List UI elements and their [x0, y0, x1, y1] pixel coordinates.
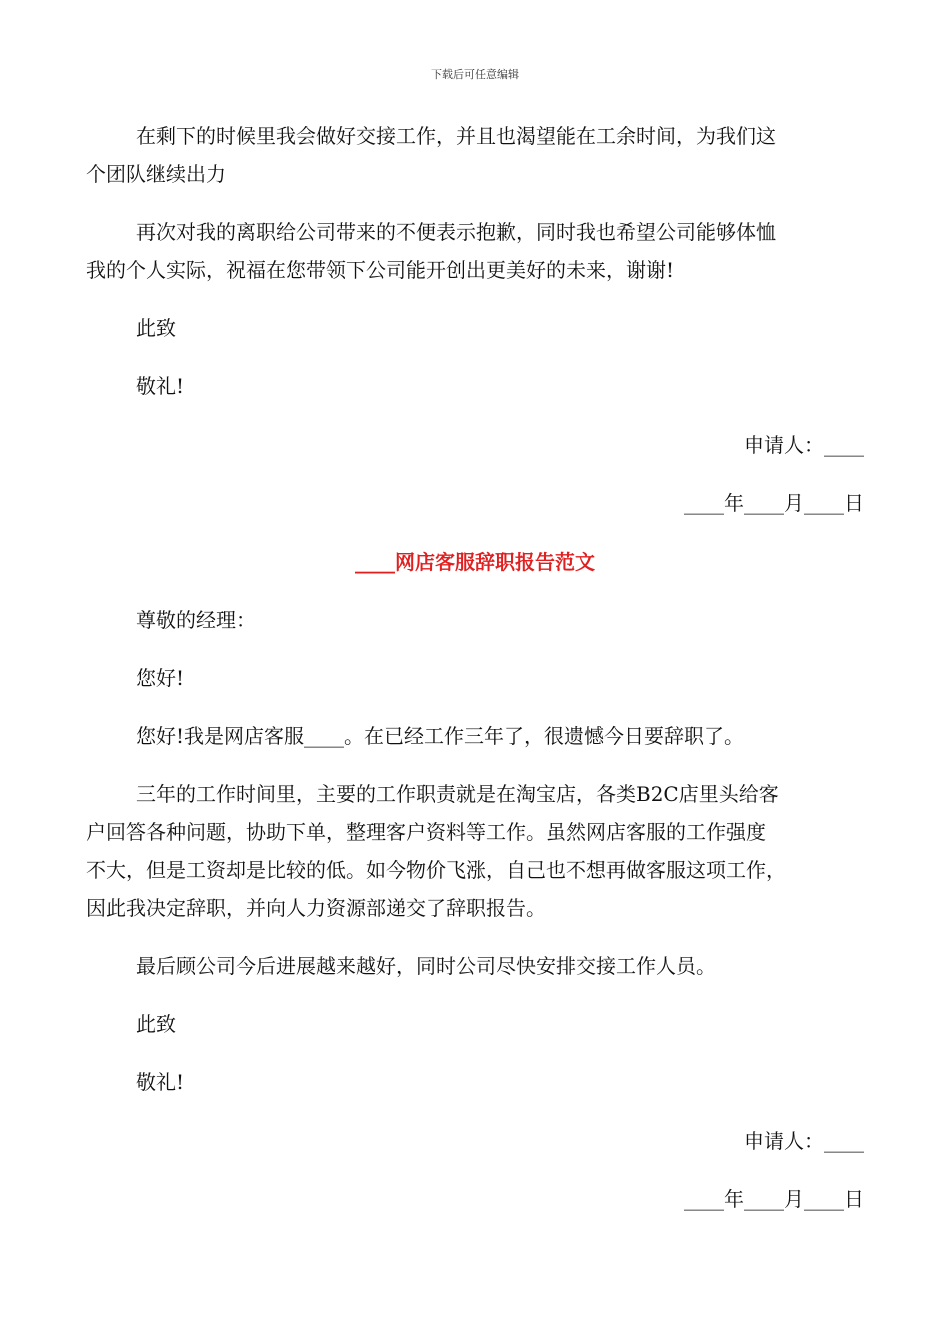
- paragraph-line: 最后顾公司今后进展越来越好，同时公司尽快安排交接工作人员。: [136, 954, 716, 978]
- closing-line: 此致: [136, 316, 176, 340]
- paragraph-line: 三年的工作时间里，主要的工作职责就是在淘宝店，各类B2C店里头给客: [136, 782, 779, 806]
- date-line: ____年____月____日: [684, 1187, 864, 1211]
- page-header: 下载后可任意编辑: [431, 68, 519, 81]
- applicant-line: 申请人：____: [744, 1129, 864, 1153]
- paragraph-line: 不大，但是工资却是比较的低。如今物价飞涨，自己也不想再做客服这项工作，: [86, 858, 786, 882]
- closing-line: 此致: [136, 1012, 176, 1036]
- closing-line: 敬礼!: [136, 1070, 185, 1094]
- paragraph-line: 我的个人实际，祝福在您带领下公司能开创出更美好的未来，谢谢!: [86, 258, 675, 282]
- greeting-line: 您好!: [136, 666, 185, 690]
- paragraph-line: 您好!我是网店客服____。在已经工作三年了，很遗憾今日要辞职了。: [136, 724, 745, 748]
- paragraph-line: 因此我决定辞职，并向人力资源部递交了辞职报告。: [86, 896, 546, 920]
- section-title: ____网店客服辞职报告范文: [355, 550, 595, 574]
- closing-line: 敬礼!: [136, 374, 185, 398]
- paragraph-line: 在剩下的时候里我会做好交接工作，并且也渴望能在工余时间，为我们这: [136, 124, 776, 148]
- paragraph-line: 再次对我的离职给公司带来的不便表示抱歉，同时我也希望公司能够体恤: [136, 220, 776, 244]
- paragraph-line: 户回答各种问题，协助下单，整理客户资料等工作。虽然网店客服的工作强度: [86, 820, 766, 844]
- greeting-line: 尊敬的经理：: [136, 608, 256, 632]
- applicant-line: 申请人：____: [744, 433, 864, 457]
- date-line: ____年____月____日: [684, 491, 864, 515]
- paragraph-line: 个团队继续出力: [86, 162, 226, 186]
